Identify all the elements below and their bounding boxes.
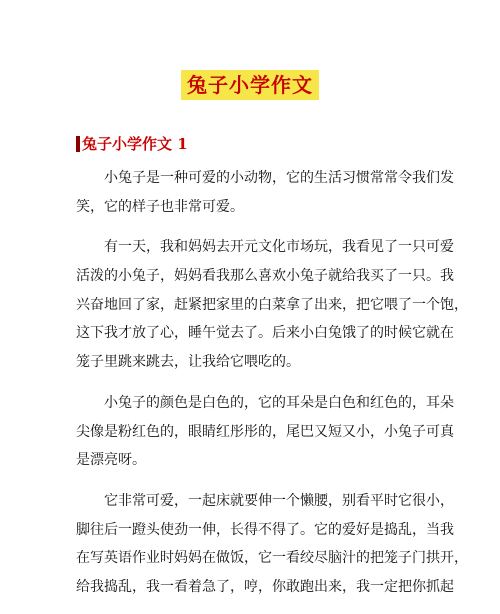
paragraph-line: 它非常可爱，一起床就要伸一个懒腰，别看平时它很小，	[76, 492, 454, 509]
paragraph-line: 活泼的小兔子，妈妈看我那么喜欢小兔子就给我买了一只。我	[76, 268, 454, 285]
paragraph-1	[76, 164, 454, 221]
paragraph-line: 兴奋地回了家，赶紧把家里的白菜拿了出来，把它喂了一个饱，	[76, 296, 468, 313]
paragraph-line: 笼子里跳来跳去，让我给它喂吃的。	[76, 354, 300, 371]
title-wrap	[0, 70, 500, 100]
paragraph-line: 这下我才放了心，睡午觉去了。后来小白兔饿了的时候它就在	[76, 325, 454, 342]
section-heading	[76, 134, 188, 154]
section-heading-text: 兔子小学作文 1	[82, 135, 188, 153]
paragraph-4	[76, 487, 468, 602]
paragraph-line: 小兔子的颜色是白色的，它的耳朵是白色和红色的，耳朵	[76, 394, 454, 411]
section-marker-bar	[76, 136, 80, 152]
document-title: 兔子小学作文	[181, 70, 319, 100]
paragraph-line: 笑，它的样子也非常可爱。	[76, 198, 244, 215]
paragraph-line: 给我捣乱，我一看着急了，哼，你敢跑出来，我一定把你抓起	[76, 578, 454, 595]
article-body	[76, 164, 468, 614]
paragraph-2	[76, 233, 468, 376]
paragraph-line: 是漂亮呀。	[76, 452, 146, 469]
paragraph-line: 在写英语作业时妈妈在做饭，它一看绞尽脑汁的把笼子门拱开，	[76, 550, 468, 567]
paragraph-line: 小兔子是一种可爱的小动物，它的生活习惯常常令我们发	[76, 170, 454, 186]
paragraph-line: 尖像是粉红色的，眼睛红彤彤的，尾巴又短又小，小兔子可真	[76, 423, 454, 440]
paragraph-3	[76, 389, 454, 475]
paragraph-line: 有一天，我和妈妈去开元文化市场玩，我看见了一只可爱	[76, 239, 454, 256]
paragraph-line: 脚往后一蹬头使劲一伸，长得不得了。它的爱好是捣乱，当我	[76, 521, 454, 538]
